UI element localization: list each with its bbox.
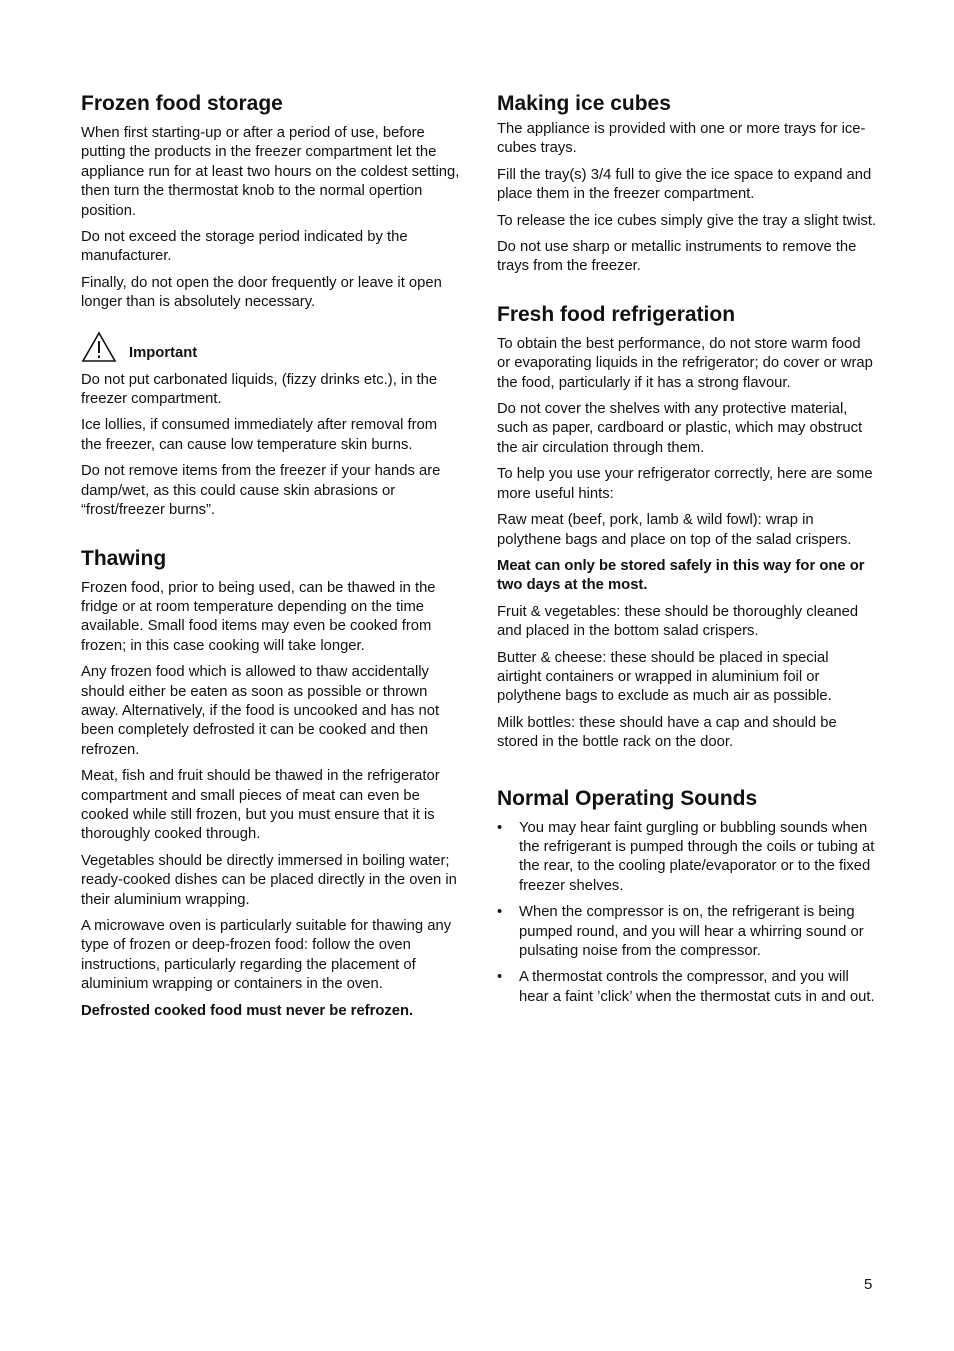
- paragraph: A microwave oven is particularly suitable for thawing any type of frozen or deep-frozen food: follow the oven instructions, particularly regarding the placement of aluminium wrapping or containers in the oven.: [81, 918, 452, 993]
- frozen-food-storage-heading: Frozen food storage: [81, 92, 283, 115]
- paragraph: Milk bottles: these should have a cap and should be stored in the bottle rack on the door.: [497, 714, 837, 751]
- paragraph: Do not put carbonated liquids, (fizzy drinks etc.), in the freezer compartment.: [81, 371, 438, 408]
- important-label: Important: [129, 344, 198, 361]
- paragraph: To help you use your refrigerator correctly, here are some more useful hints:: [497, 466, 873, 502]
- paragraph: Fill the tray(s) 3/4 full to give the ice space to expand and place them in the freezer compartment.: [497, 166, 872, 203]
- paragraph: Finally, do not open the door frequently or leave it open longer than is absolutely necessary.: [81, 274, 442, 311]
- right-column: [497, 88, 877, 1014]
- paragraph: Raw meat (beef, pork, lamb & wild fowl): wrap in polythene bags and place on top of the salad crispers.: [497, 512, 852, 548]
- paragraph: Do not exceed the storage period indicated by the manufacturer.: [81, 229, 408, 265]
- sounds-list: [497, 819, 877, 1008]
- important-notice: [81, 331, 461, 363]
- paragraph: Fruit & vegetables: these should be thoroughly cleaned and placed in the bottom salad crispers.: [497, 603, 859, 640]
- warning-text: Meat can only be stored safely in this way for one or two days at the most.: [497, 557, 865, 594]
- list-item: [497, 903, 877, 961]
- list-item-text: A thermostat controls the compressor, and you will hear a faint ’click’ when the thermostat cuts in and out.: [519, 969, 875, 1005]
- thawing-heading: Thawing: [81, 546, 167, 570]
- warning-text: Defrosted cooked food must never be refrozen.: [81, 1002, 414, 1019]
- bullet: •: [497, 904, 503, 921]
- list-item: [497, 819, 877, 897]
- paragraph: Frozen food, prior to being used, can be thawed in the fridge or at room temperature depending on the time available. Small food items may even be cooked from frozen; in this case cooking will take longer.: [81, 579, 436, 654]
- page-number: 5: [864, 1276, 873, 1293]
- paragraph: To obtain the best performance, do not store warm food or evaporating liquids in the refrigerator; do cover or wrap the food, particularly if it has a strong flavour.: [497, 335, 873, 391]
- paragraph: Vegetables should be directly immersed in boiling water; ready-cooked dishes can be placed directly in the oven in their aluminium wrapping.: [81, 852, 457, 908]
- paragraph: Do not use sharp or metallic instruments to remove the trays from the freezer.: [497, 239, 857, 275]
- list-item: [497, 968, 877, 1007]
- bullet: •: [497, 969, 503, 986]
- paragraph: Ice lollies, if consumed immediately after removal from the freezer, can cause low temperature skin burns.: [81, 417, 438, 453]
- paragraph: Do not remove items from the freezer if your hands are damp/wet, as this could cause skin abrasions or “frost/freezer burns”.: [81, 463, 441, 519]
- list-item-text: When the compressor is on, the refrigerant is being pumped round, and you will hear a whirring sound or pulsating noise from the compressor.: [519, 904, 864, 959]
- paragraph: Meat, fish and fruit should be thawed in the refrigerator compartment and small pieces of meat can even be cooked while still frozen, but you must ensure that it is thoroughly cooked through.: [81, 768, 440, 843]
- warning-triangle-icon: [81, 331, 117, 363]
- left-column: [81, 88, 461, 1028]
- paragraph: To release the ice cubes simply give the tray a slight twist.: [497, 212, 877, 229]
- paragraph: Butter & cheese: these should be placed in special airtight containers or wrapped in aluminium foil or polythene bags to exclude as much air as possible.: [497, 649, 832, 705]
- paragraph: When first starting-up or after a period of use, before putting the products in the freezer compartment let the appliance run for at least two hours on the coldest setting, then turn the thermostat knob to the normal opertion position.: [81, 125, 460, 219]
- bullet: •: [497, 819, 503, 836]
- normal-operating-sounds-heading: Normal Operating Sounds: [497, 786, 758, 810]
- paragraph: The appliance is provided with one or more trays for ice-cubes trays.: [497, 121, 866, 157]
- paragraph: Any frozen food which is allowed to thaw accidentally should either be eaten as soon as possible or thrown away. Alternatively, if the food is uncooked and has not been completely defrosted it can be cooked and then refrozen.: [81, 664, 440, 758]
- list-item-text: You may hear faint gurgling or bubbling sounds when the refrigerant is pumped through the coils or tubing at the rear, to the cooling plate/evaporator or to the fixed freezer shelves.: [519, 819, 875, 894]
- making-ice-cubes-heading: Making ice cubes: [497, 92, 671, 115]
- fresh-food-refrigeration-heading: Fresh food refrigeration: [497, 302, 736, 326]
- paragraph: Do not cover the shelves with any protective material, such as paper, cardboard or plastic, which may obstruct the air circulation through them.: [497, 401, 863, 456]
